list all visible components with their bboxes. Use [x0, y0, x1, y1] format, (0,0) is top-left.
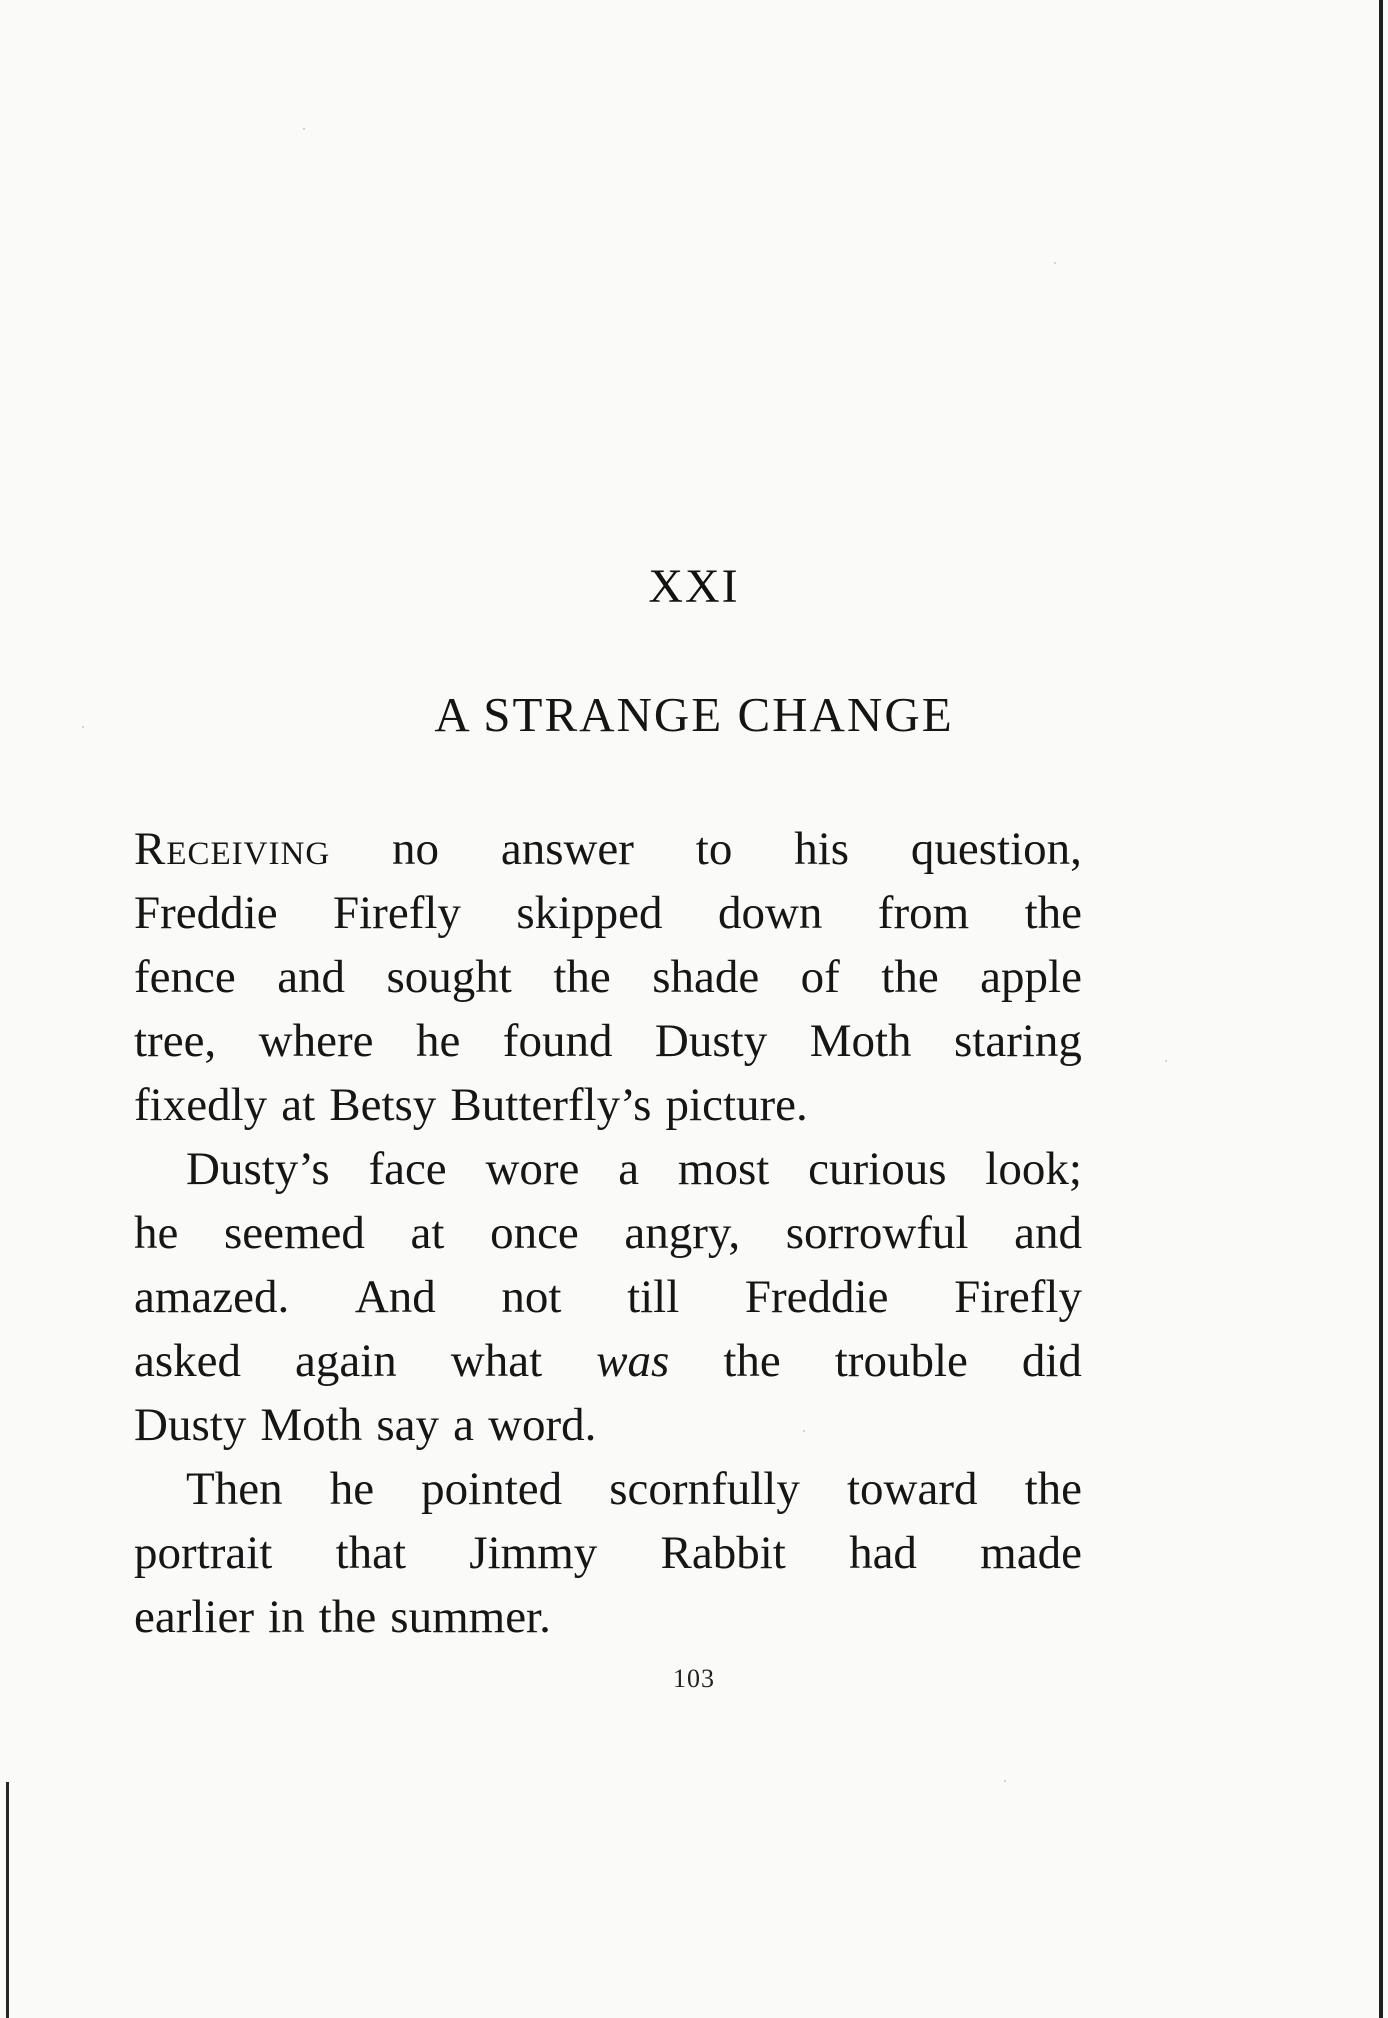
- word: tree,: [134, 1015, 217, 1067]
- word: Freddie: [744, 1271, 889, 1323]
- word: fixedly: [134, 1079, 268, 1131]
- word: sorrowful: [785, 1207, 969, 1259]
- word: found: [502, 1015, 613, 1067]
- word: the: [723, 1335, 781, 1387]
- word: face: [368, 1143, 447, 1195]
- word: And: [354, 1271, 436, 1323]
- text-line: [134, 1393, 1082, 1457]
- word: portrait: [134, 1527, 273, 1579]
- text-line: [134, 945, 1082, 1009]
- word: the: [318, 1591, 377, 1643]
- scan-speck: [1054, 262, 1056, 264]
- word: Moth: [809, 1015, 912, 1067]
- word: most: [677, 1143, 770, 1195]
- word: Then: [186, 1463, 283, 1515]
- emphasized-word: was: [596, 1335, 670, 1387]
- chapter-title: A STRANGE CHANGE: [434, 687, 954, 742]
- word: picture.: [665, 1079, 808, 1131]
- word: apple: [980, 951, 1082, 1003]
- word: at: [410, 1207, 445, 1259]
- word: answer: [500, 823, 634, 875]
- word: asked: [134, 1335, 242, 1387]
- word: wore: [485, 1143, 580, 1195]
- word: not: [501, 1271, 562, 1323]
- word: Dusty: [654, 1015, 768, 1067]
- word: fence: [134, 951, 236, 1003]
- text-line: [134, 1009, 1082, 1073]
- page-number: 103: [673, 1664, 715, 1693]
- word: look;: [985, 1143, 1082, 1195]
- word: earlier: [134, 1591, 255, 1643]
- page-edge-shadow-right: [1379, 0, 1383, 2018]
- word: of: [800, 951, 840, 1003]
- word: from: [877, 887, 970, 939]
- text-line: [134, 817, 1082, 881]
- word: down: [717, 887, 823, 939]
- word: Freddie: [134, 887, 278, 939]
- word: his: [794, 823, 850, 875]
- word: Dusty: [134, 1399, 247, 1451]
- word: summer.: [390, 1591, 551, 1643]
- word: scornfully: [609, 1463, 800, 1515]
- word: in: [268, 1591, 305, 1643]
- text-line: [134, 881, 1082, 945]
- word: Jimmy: [469, 1527, 598, 1579]
- word: question,: [910, 823, 1082, 875]
- opening-word: Receiving: [134, 823, 331, 875]
- word: a: [453, 1399, 474, 1451]
- scan-speck: [1004, 1780, 1006, 1782]
- word: he: [415, 1015, 461, 1067]
- word: say: [376, 1399, 439, 1451]
- word: to: [695, 823, 733, 875]
- word: Butterfly’s: [450, 1079, 652, 1131]
- text-line: [134, 1137, 1082, 1201]
- scan-speck: [1165, 1060, 1167, 1062]
- word: Firefly: [332, 887, 461, 939]
- word: he: [329, 1463, 375, 1515]
- word: the: [1024, 1463, 1082, 1515]
- word: and: [1014, 1207, 1082, 1259]
- word: no: [392, 823, 439, 875]
- text-line: [134, 1329, 1082, 1393]
- word: curious: [808, 1143, 947, 1195]
- chapter-number: XXI: [648, 560, 740, 613]
- text-line: [134, 1521, 1082, 1585]
- word: at: [281, 1079, 316, 1131]
- word: shade: [652, 951, 760, 1003]
- text-line: [134, 1457, 1082, 1521]
- word: angry,: [624, 1207, 741, 1259]
- scan-speck: [303, 128, 305, 130]
- word: skipped: [516, 887, 663, 939]
- word: sought: [386, 951, 512, 1003]
- word: did: [1021, 1335, 1082, 1387]
- page-edge-shadow-left: [6, 1782, 9, 2018]
- word: Rabbit: [660, 1527, 786, 1579]
- word: what: [450, 1335, 543, 1387]
- word: seemed: [223, 1207, 365, 1259]
- word: the: [881, 951, 939, 1003]
- word: till: [627, 1271, 680, 1323]
- word: and: [277, 951, 346, 1003]
- word: trouble: [834, 1335, 968, 1387]
- word: had: [849, 1527, 917, 1579]
- body-text: [134, 817, 1082, 1649]
- word: Betsy: [329, 1079, 437, 1131]
- text-line: [134, 1265, 1082, 1329]
- word: toward: [846, 1463, 978, 1515]
- word: the: [553, 951, 611, 1003]
- word: he: [134, 1207, 179, 1259]
- word: Dusty’s: [186, 1143, 330, 1195]
- text-line: [134, 1201, 1082, 1265]
- word: amazed.: [134, 1271, 290, 1323]
- word: that: [335, 1527, 407, 1579]
- word: staring: [954, 1015, 1082, 1067]
- word: word.: [488, 1399, 597, 1451]
- word: the: [1024, 887, 1082, 939]
- word: made: [980, 1527, 1082, 1579]
- word: where: [258, 1015, 374, 1067]
- word: Moth: [260, 1399, 363, 1451]
- word: a: [618, 1143, 640, 1195]
- word: again: [295, 1335, 397, 1387]
- text-line: [134, 1073, 1082, 1137]
- text-line: [134, 1585, 1082, 1649]
- word: Firefly: [954, 1271, 1082, 1323]
- word: pointed: [421, 1463, 563, 1515]
- word: once: [490, 1207, 579, 1259]
